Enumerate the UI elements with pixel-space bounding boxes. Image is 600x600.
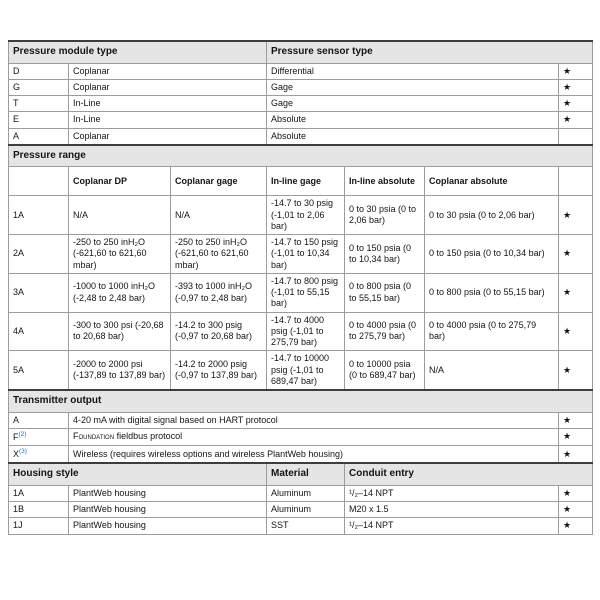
sensor-cell: Differential xyxy=(267,63,559,79)
star-icon: ★ xyxy=(559,273,593,312)
code-cell: 1A xyxy=(9,485,69,501)
coplanar-absolute-cell: 0 to 150 psia (0 to 10,34 bar) xyxy=(425,235,559,274)
conduit-cell: M20 x 1.5 xyxy=(345,502,559,518)
table-row xyxy=(9,485,593,501)
coplanar-dp-cell: -250 to 250 inH₂O (-621,60 to 621,60 mbar) xyxy=(69,235,171,274)
module-cell: In-Line xyxy=(69,112,267,128)
table-row xyxy=(9,412,593,428)
star-icon: ★ xyxy=(559,63,593,79)
coplanar-absolute-cell: N/A xyxy=(425,351,559,390)
table-row xyxy=(9,196,593,235)
housing-desc-cell: PlantWeb housing xyxy=(69,502,267,518)
inline-gage-cell: -14.7 to 4000 psig (-1,01 to 275,79 bar) xyxy=(267,312,345,351)
code-cell: 3A xyxy=(9,273,69,312)
code-cell: E xyxy=(9,112,69,128)
star-icon: ★ xyxy=(559,428,593,445)
table-row xyxy=(9,96,593,112)
module-cell: Coplanar xyxy=(69,63,267,79)
star-icon: ★ xyxy=(559,485,593,501)
module-cell: Coplanar xyxy=(69,128,267,145)
star-icon: ★ xyxy=(559,196,593,235)
transmitter-output-header-row xyxy=(9,390,593,412)
star-icon: ★ xyxy=(559,79,593,95)
material-cell: Aluminum xyxy=(267,502,345,518)
table-row xyxy=(9,428,593,445)
sensor-cell: Gage xyxy=(267,79,559,95)
coplanar-absolute-cell: 0 to 30 psia (0 to 2,06 bar) xyxy=(425,196,559,235)
code-cell: 4A xyxy=(9,312,69,351)
star-icon: ★ xyxy=(559,351,593,390)
code-cell: T xyxy=(9,96,69,112)
inline-gage-cell: -14.7 to 10000 psig (-1,01 to 689,47 bar) xyxy=(267,351,345,390)
module-type-header-row xyxy=(9,41,593,63)
module-cell: Coplanar xyxy=(69,79,267,95)
output-label-cell xyxy=(69,428,559,445)
code-cell: G xyxy=(9,79,69,95)
housing-desc-cell: PlantWeb housing xyxy=(69,518,267,534)
code-cell: 1B xyxy=(9,502,69,518)
star-icon: ★ xyxy=(559,112,593,128)
code-cell: 5A xyxy=(9,351,69,390)
sensor-cell: Gage xyxy=(267,96,559,112)
coplanar-dp-cell: -300 to 300 psi (-20,68 to 20,68 bar) xyxy=(69,312,171,351)
footnote-link[interactable]: (3) xyxy=(19,448,27,455)
coplanar-dp-cell: N/A xyxy=(69,196,171,235)
output-label: fieldbus protocol xyxy=(114,431,183,442)
inline-absolute-cell: 0 to 30 psia (0 to 2,06 bar) xyxy=(345,196,425,235)
code-cell xyxy=(9,446,69,464)
table-row xyxy=(9,312,593,351)
star-icon: ★ xyxy=(559,518,593,534)
pressure-range-title: Pressure range xyxy=(9,145,593,167)
sensor-type-title: Pressure sensor type xyxy=(267,41,593,63)
code-cell: D xyxy=(9,63,69,79)
table-row xyxy=(9,446,593,464)
output-label-cell: Wireless (requires wireless options and wireless PlantWeb housing) xyxy=(69,446,559,464)
star-icon: ★ xyxy=(559,412,593,428)
sensor-cell: Absolute xyxy=(267,128,559,145)
code-cell: 1A xyxy=(9,196,69,235)
inline-gage-cell: -14.7 to 800 psig (-1,01 to 55,15 bar) xyxy=(267,273,345,312)
star-icon: ★ xyxy=(559,235,593,274)
code-cell xyxy=(9,428,69,445)
coplanar-gage-cell: -14.2 to 300 psig (-0,97 to 20,68 bar) xyxy=(171,312,267,351)
module-type-title: Pressure module type xyxy=(9,41,267,63)
inline-absolute-cell: 0 to 800 psia (0 to 55,15 bar) xyxy=(345,273,425,312)
transmitter-output-title: Transmitter output xyxy=(9,390,593,412)
empty-header-cell xyxy=(559,167,593,196)
pressure-range-header-row xyxy=(9,145,593,167)
coplanar-gage-cell: -250 to 250 inH₂O (-621,60 to 621,60 mbar) xyxy=(171,235,267,274)
table-row xyxy=(9,518,593,534)
table-row xyxy=(9,273,593,312)
coplanar-dp-cell: -2000 to 2000 psi (-137,89 to 137,89 bar) xyxy=(69,351,171,390)
conduit-entry-title: Conduit entry xyxy=(345,463,593,485)
code-cell: A xyxy=(9,128,69,145)
column-header-coplanar-absolute: Coplanar absolute xyxy=(425,167,559,196)
coplanar-gage-cell: N/A xyxy=(171,196,267,235)
column-header-inline-gage: In-line gage xyxy=(267,167,345,196)
table-row xyxy=(9,112,593,128)
code-label: A xyxy=(13,414,20,425)
table-row xyxy=(9,79,593,95)
code-label: X xyxy=(13,449,20,459)
material-cell: SST xyxy=(267,518,345,534)
housing-style-title: Housing style xyxy=(9,463,267,485)
inline-gage-cell: -14.7 to 30 psig (-1,01 to 2,06 bar) xyxy=(267,196,345,235)
star-icon: ★ xyxy=(559,96,593,112)
table-row xyxy=(9,128,593,145)
conduit-cell: ¹/₂–14 NPT xyxy=(345,518,559,534)
star-icon xyxy=(559,128,593,145)
material-title: Material xyxy=(267,463,345,485)
coplanar-dp-cell: -1000 to 1000 inH₂O (-2,48 to 2,48 bar) xyxy=(69,273,171,312)
code-cell xyxy=(9,412,69,428)
pressure-range-column-header-row xyxy=(9,167,593,196)
star-icon: ★ xyxy=(559,312,593,351)
material-cell: Aluminum xyxy=(267,485,345,501)
table-row xyxy=(9,351,593,390)
column-header-coplanar-gage: Coplanar gage xyxy=(171,167,267,196)
housing-desc-cell: PlantWeb housing xyxy=(69,485,267,501)
housing-style-header-row xyxy=(9,463,593,485)
column-header-inline-absolute: In-line absolute xyxy=(345,167,425,196)
footnote-link[interactable]: (2) xyxy=(18,430,27,438)
coplanar-absolute-cell: 0 to 4000 psia (0 to 275,79 bar) xyxy=(425,312,559,351)
star-icon: ★ xyxy=(559,502,593,518)
table-row xyxy=(9,63,593,79)
inline-absolute-cell: 0 to 4000 psia (0 to 275,79 bar) xyxy=(345,312,425,351)
coplanar-gage-cell: -14.2 to 2000 psig (-0,97 to 137,89 bar) xyxy=(171,351,267,390)
inline-absolute-cell: 0 to 10000 psia (0 to 689,47 bar) xyxy=(345,351,425,390)
inline-absolute-cell: 0 to 150 psia (0 to 10,34 bar) xyxy=(345,235,425,274)
output-label-cell: 4-20 mA with digital signal based on HART protocol xyxy=(69,412,559,428)
table-row xyxy=(9,235,593,274)
coplanar-gage-cell: -393 to 1000 inH₂O (-0,97 to 2,48 bar) xyxy=(171,273,267,312)
code-cell: 1J xyxy=(9,518,69,534)
conduit-cell: ¹/₂–14 NPT xyxy=(345,485,559,501)
ordering-table xyxy=(8,40,593,535)
code-cell: 2A xyxy=(9,235,69,274)
inline-gage-cell: -14.7 to 150 psig (-1,01 to 10,34 bar) xyxy=(267,235,345,274)
table-row xyxy=(9,502,593,518)
smallcaps-label: Foundation xyxy=(73,431,115,442)
empty-header-cell xyxy=(9,167,69,196)
coplanar-absolute-cell: 0 to 800 psia (0 to 55,15 bar) xyxy=(425,273,559,312)
sensor-cell: Absolute xyxy=(267,112,559,128)
column-header-coplanar-dp: Coplanar DP xyxy=(69,167,171,196)
star-icon: ★ xyxy=(559,446,593,464)
module-cell: In-Line xyxy=(69,96,267,112)
code-label: F xyxy=(13,431,19,442)
